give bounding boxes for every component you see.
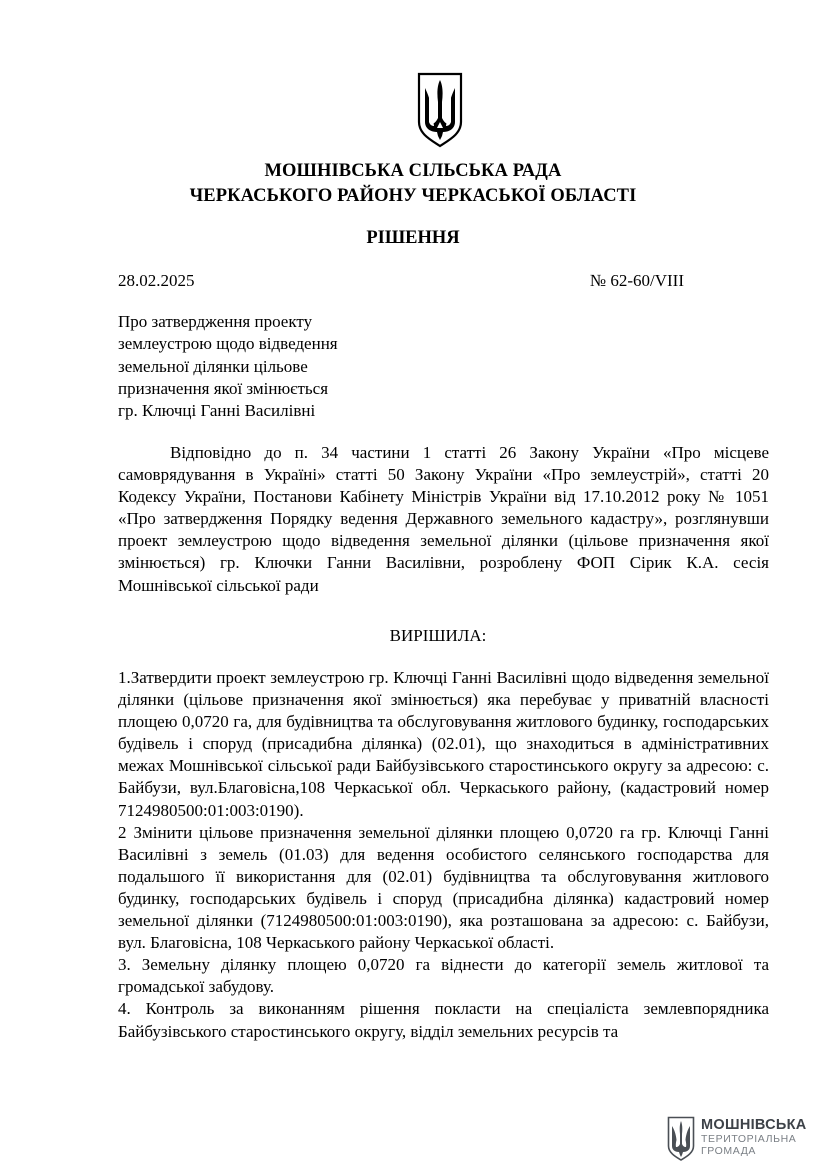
community-logo-line-3: ГРОМАДА	[701, 1145, 757, 1157]
subject-line: земельної ділянки цільове	[118, 356, 308, 376]
subject-line: гр. Ключці Ганні Василівні	[118, 401, 316, 421]
council-name-line-2: ЧЕРКАСЬКОГО РАЙОНУ ЧЕРКАСЬКОЇ ОБЛАСТІ	[189, 186, 637, 206]
trident-coat-of-arms-icon	[417, 72, 463, 148]
decision-item: 4. Контроль за виконанням рішення покласти на спеціаліста землевпорядника Байбузівського старостинського округу, відділ земельних ресурсів та	[118, 999, 769, 1041]
decision-date: 28.02.2025	[118, 271, 195, 290]
resolved-heading: ВИРІШИЛА:	[389, 626, 487, 645]
decision-title: РІШЕННЯ	[366, 228, 460, 248]
decision-subject	[118, 311, 438, 422]
subject-line: призначення якої змінюється	[118, 378, 329, 398]
community-logo	[667, 1116, 807, 1162]
community-logo-text	[701, 1118, 807, 1157]
community-logo-line-2: ТЕРИТОРІАЛЬНА	[701, 1133, 797, 1145]
subject-line: землеустрою щодо відведення	[118, 334, 338, 354]
decision-items	[118, 667, 769, 1043]
decision-item: 2 Змінити цільове призначення земельної ділянки площею 0,0720 га гр. Ключці Ганні Василівні з земель (01.03) для ведення особистого селянського господарства для подальшого її використання для (02.01) будівництва та обслуговування житлового будинку, господарських будівель і споруд (присадибна ділянка) кадастровий номер земельної ділянки (7124980500:01:003:0190), яка розташована за адресою: с. Байбузи, вул. Благовісна, 108 Черкаського району Черкаської області.	[118, 822, 769, 953]
trident-small-icon	[667, 1116, 695, 1162]
preamble-paragraph: Відповідно до п. 34 частини 1 статті 26 Закону України «Про місцеве самоврядування в Україні» статті 50 Закону України «Про землеустрій», статті 20 Кодексу України, Постанови Кабінету Міністрів України від 17.10.2012 року № 1051 «Про затвердження Порядку ведення Державного земельного кадастру», розглянувши проект землеустрою щодо відведення земельної ділянки (цільове призначення якої змінюється) гр. Ключки Ганни Василівни, розроблену ФОП Сірик К.А. сесія Мошнівської сільської ради	[118, 443, 769, 595]
decision-number: № 62-60/VIII	[589, 271, 684, 290]
decision-item: 1.Затвердити проект землеустрою гр. Ключці Ганні Василівні щодо відведення земельної ділянки (цільове призначення якої змінюється) яка перебуває у приватній власності площею 0,0720 га, для будівництва та обслуговування житлового будинку, господарських будівель і споруд (присадибна ділянка) (02.01), що знаходиться в адміністративних межах Мошнівської сільської ради Байбузівського старостинського округу за адресою: с. Байбузи, вул.Благовісна,108 Черкаської обл. Черкаського району, (кадастровий номер 7124980500:01:003:0190).	[118, 668, 769, 820]
council-name-line-1: МОШНІВСЬКА СІЛЬСЬКА РАДА	[264, 161, 562, 181]
subject-line: Про затвердження проекту	[118, 312, 313, 331]
decision-item: 3. Земельну ділянку площею 0,0720 га віднести до категорії земель житлової та громадської забудову.	[118, 955, 769, 997]
community-logo-line-1: МОШНІВСЬКА	[701, 1117, 807, 1133]
